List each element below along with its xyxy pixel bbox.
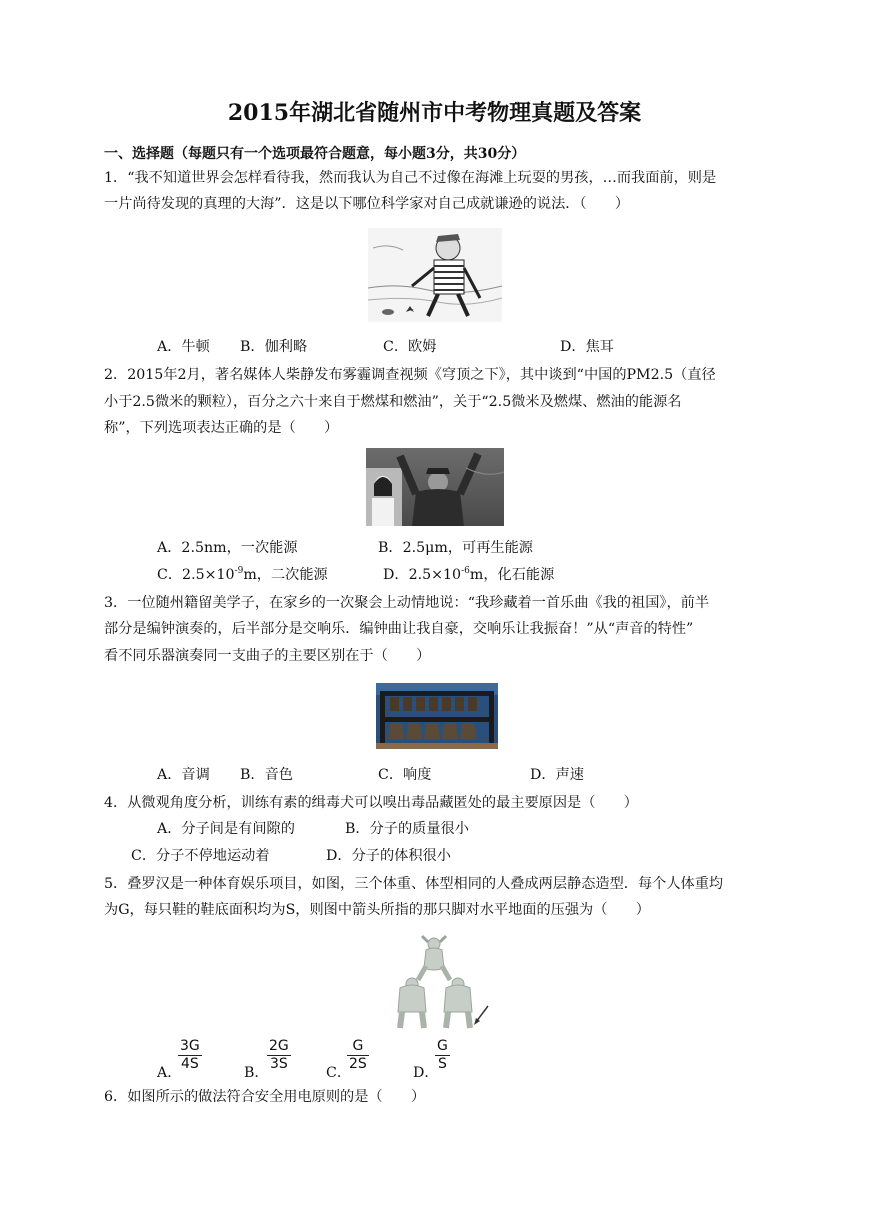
question-1-option-c[interactable]: C．欧姆 — [383, 339, 437, 355]
question-3-text-line-1: 3．一位随州籍留美学子，在家乡的一次聚会上动情地说：“我珍藏着一首乐曲《我的祖国》，前半 — [104, 595, 710, 611]
question-2-text-line-2: 小于2.5微米的颗粒），百分之六十来自于燃煤和燃油”，关于“2.5微米及燃煤、燃油的能源名 — [104, 394, 682, 410]
question-1-text-line-1: 1．“我不知道世界会怎样看待我，然而我认为自己不过像在海滩上玩耍的男孩，…而我面前，则是 — [104, 170, 717, 186]
page-title: 2015年湖北省随州市中考物理真题及答案 — [227, 100, 642, 126]
question-5-option-c-label[interactable]: C． — [326, 1065, 352, 1081]
question-4-option-b[interactable]: B．分子的质量很小 — [345, 821, 469, 837]
question-5-option-d-label[interactable]: D． — [413, 1065, 439, 1081]
question-5-text-line-1: 5．叠罗汉是一种体育娱乐项目，如图，三个体重、体型相同的人叠成两层静态造型．每个人体重均 — [104, 876, 724, 892]
question-2-option-c[interactable]: C．$2.5\times 10^{-9}m$，二次能源 — [157, 566, 328, 583]
question-1-option-a[interactable]: A．牛顿 — [157, 339, 210, 355]
section-heading: 一、选择题（每题只有一个选项最符合题意，每小题3分，共30分） — [104, 146, 526, 162]
question-5-option-a-label[interactable]: A． — [157, 1065, 182, 1081]
question-1-option-d[interactable]: D．焦耳 — [560, 339, 614, 355]
question-1-option-b[interactable]: B．伽利略 — [240, 339, 308, 355]
smog-documentary-photo — [366, 448, 504, 526]
question-2-text-line-1: 2．2015年2月，著名媒体人柴静发布雾霾调查视频《穹顶之下》，其中谈到“中国的PM2.5（直径 — [104, 367, 716, 383]
question-3-text-line-2: 部分是编钟演奏的，后半部分是交响乐．编钟曲让我自豪，交响乐让我振奋！”从“声音的特性” — [104, 621, 694, 637]
question-3-option-c[interactable]: C．响度 — [378, 767, 432, 783]
question-3-option-a[interactable]: A．音调 — [157, 767, 210, 783]
question-5-option-a-fraction[interactable]: 3G 4S — [180, 1038, 200, 1072]
boy-on-beach-illustration — [368, 228, 502, 322]
question-4-option-c[interactable]: C．分子不停地运动着 — [131, 848, 270, 864]
question-3-text-line-3: 看不同乐器演奏同一支曲子的主要区别在于（ ） — [104, 648, 431, 664]
question-5-option-d-fraction[interactable]: G S — [437, 1038, 448, 1072]
question-4-option-d[interactable]: D．分子的体积很小 — [326, 848, 451, 864]
bianzhong-bells-photo — [376, 683, 498, 749]
question-2-option-a[interactable]: A．2.5nm，一次能源 — [157, 540, 298, 556]
question-3-option-d[interactable]: D．声速 — [530, 767, 584, 783]
question-5-option-c-fraction[interactable]: G 2S — [349, 1038, 367, 1072]
question-4-text-line-1: 4．从微观角度分析，训练有素的缉毒犬可以嗅出毒品藏匿处的最主要原因是（ ） — [104, 795, 638, 811]
question-4-option-a[interactable]: A．分子间是有间隙的 — [157, 821, 295, 837]
question-2-text-line-3: 称”，下列选项表达正确的是（ ） — [104, 420, 339, 436]
question-2-option-d[interactable]: D．$2.5\times 10^{-6}m$，化石能源 — [383, 566, 555, 583]
human-pyramid-figure — [388, 934, 492, 1030]
question-5-text-line-2: 为G，每只鞋的鞋底面积均为S，则图中箭头所指的那只脚对水平地面的压强为（ ） — [104, 902, 650, 918]
question-1-text-line-2: 一片尚待发现的真理的大海”．这是以下哪位科学家对自己成就谦逊的说法．（ ） — [104, 196, 630, 212]
question-3-option-b[interactable]: B．音色 — [240, 767, 293, 783]
question-5-option-b-label[interactable]: B． — [244, 1065, 269, 1081]
question-5-option-b-fraction[interactable]: 2G 3S — [269, 1038, 289, 1072]
question-2-option-b[interactable]: B．2.5μm，可再生能源 — [378, 540, 533, 556]
question-6-text-line-1: 6．如图所示的做法符合安全用电原则的是（ ） — [104, 1089, 426, 1105]
